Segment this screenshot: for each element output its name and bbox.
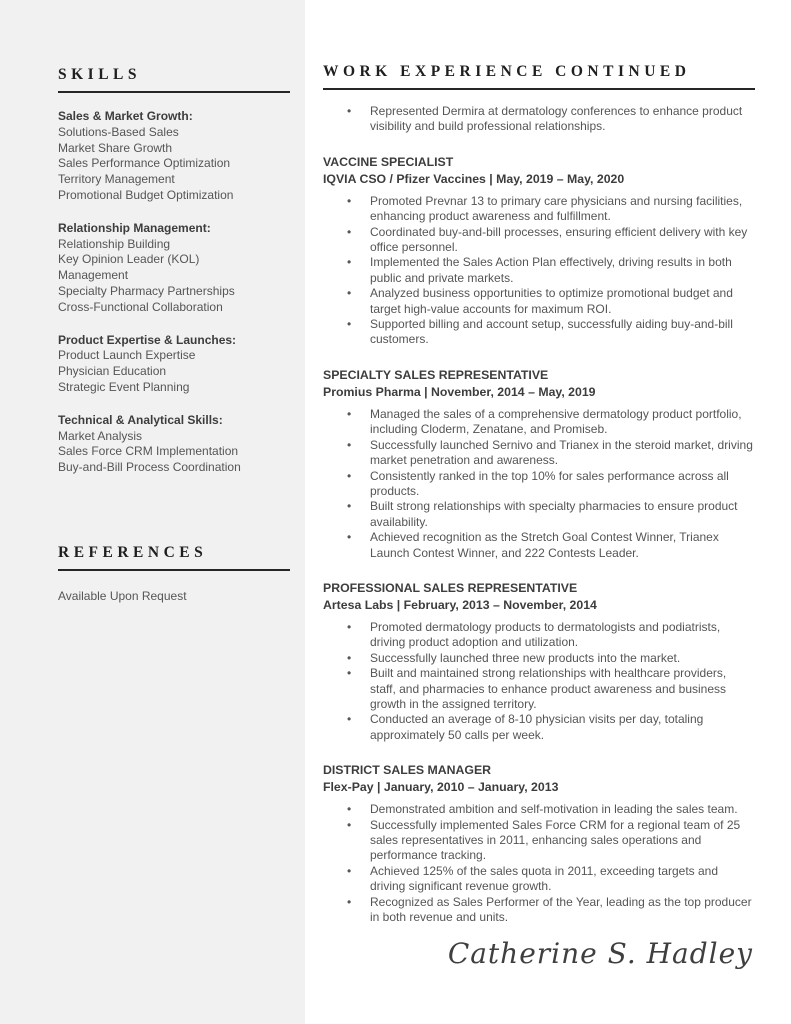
skill-list xyxy=(58,348,266,395)
bullet-item: • Supported billing and account setup, successfully aiding buy-and-bill customers. xyxy=(323,317,755,348)
bullet-item: Promotional Budget Optimization xyxy=(58,187,234,202)
references-section xyxy=(58,544,290,605)
bullet-item: Market Share Growth xyxy=(58,140,173,155)
job-title: PROFESSIONAL SALES REPRESENTATIVE xyxy=(323,580,578,595)
job-entry-vaccine-specialist xyxy=(323,154,755,348)
bullet-item: Physician Education xyxy=(58,364,167,379)
bullet-item: Relationship Building xyxy=(58,236,171,251)
bullet-item: • Analyzed business opportunities to optimize promotional budget and target high-value accounts for maximum ROI. xyxy=(323,286,755,317)
skills-section xyxy=(58,66,290,476)
bullet-item: • Represented Dermira at dermatology conferences to enhance product visibility and build professional relationships. xyxy=(323,104,755,135)
bullet-item: Sales Force CRM Implementation xyxy=(58,444,239,459)
bullet-item: • Achieved 125% of the sales quota in 2011, exceeding targets and driving significant revenue growth. xyxy=(323,864,755,895)
skill-group-title: Technical & Analytical Skills: xyxy=(58,412,223,427)
bullet-item: • Coordinated buy-and-bill processes, ensuring efficient delivery with key office personnel. xyxy=(323,225,755,256)
job-title: VACCINE SPECIALIST xyxy=(323,154,454,169)
bullet-item: Key Opinion Leader (KOL) Management xyxy=(58,252,200,283)
skill-group-title: Product Expertise & Launches: xyxy=(58,332,237,347)
bullet-item: • Built and maintained strong relationships with healthcare providers, staff, and pharmacies to enhance product awareness and business growth in the assigned territory. xyxy=(323,666,755,712)
skill-group xyxy=(58,109,290,204)
bullet-item: • Successfully implemented Sales Force CRM for a regional team of 25 sales representatives in 2011, enhancing sales operations and performance tracking. xyxy=(323,818,755,864)
job-title: DISTRICT SALES MANAGER xyxy=(323,763,492,778)
references-text: Available Upon Request xyxy=(58,588,187,603)
skill-group xyxy=(58,413,290,476)
job-company-dates: Promius Pharma | November, 2014 – May, 2019 xyxy=(323,384,596,399)
bullet-item: Territory Management xyxy=(58,172,175,187)
job-company-dates: Artesa Labs | February, 2013 – November, 2014 xyxy=(323,597,597,612)
references-heading: REFERENCES xyxy=(58,544,290,571)
job-bullet-list xyxy=(323,802,755,925)
work-experience-heading: WORK EXPERIENCE CONTINUED xyxy=(323,63,755,90)
skill-group-title: Relationship Management: xyxy=(58,220,211,235)
bullet-item: • Achieved recognition as the Stretch Goal Contest Winner, Trianex Launch Contest Winner, and 222 Contests Leader. xyxy=(323,530,755,561)
bullet-item: • Built strong relationships with specialty pharmacies to ensure product availability. xyxy=(323,499,755,530)
bullet-item: Cross-Functional Collaboration xyxy=(58,299,223,314)
bullet-item: • Implemented the Sales Action Plan effectively, driving results in both public and private markets. xyxy=(323,255,755,286)
bullet-item: Solutions-Based Sales xyxy=(58,124,179,139)
job-entry-professional-sales-representative xyxy=(323,580,755,743)
job-bullet-list xyxy=(323,194,755,348)
bullet-item: • Demonstrated ambition and self-motivation in leading the sales team. xyxy=(323,802,755,817)
skill-list xyxy=(58,237,266,316)
bullet-item: Buy-and-Bill Process Coordination xyxy=(58,460,241,475)
skill-group xyxy=(58,333,290,396)
job-entry-specialty-sales-representative xyxy=(323,367,755,561)
job-bullet-list xyxy=(323,620,755,743)
job-title: SPECIALTY SALES REPRESENTATIVE xyxy=(323,367,549,382)
intro-bullet-list xyxy=(323,104,755,135)
job-company-dates: IQVIA CSO / Pfizer Vaccines | May, 2019 – May, 2020 xyxy=(323,171,625,186)
bullet-item: • Conducted an average of 8-10 physician visits per day, totaling approximately 50 calls per week. xyxy=(323,712,755,743)
bullet-item: Market Analysis xyxy=(58,428,143,443)
work-experience-column xyxy=(323,0,755,970)
skills-heading: SKILLS xyxy=(58,66,290,93)
skill-list xyxy=(58,429,266,476)
skill-group-title: Sales & Market Growth: xyxy=(58,109,193,123)
bullet-item: Specialty Pharmacy Partnerships xyxy=(58,283,235,298)
bullet-item: • Recognized as Sales Performer of the Year, leading as the top producer in both revenue and units. xyxy=(323,895,755,926)
signature: Catherine S. Hadley xyxy=(447,937,753,971)
bullet-item: Strategic Event Planning xyxy=(58,379,190,394)
bullet-item: Product Launch Expertise xyxy=(58,348,196,363)
sidebar xyxy=(0,0,305,1024)
bullet-item: • Promoted Prevnar 13 to primary care physicians and nursing facilities, enhancing product awareness and fulfillment. xyxy=(323,194,755,225)
job-entry-district-sales-manager xyxy=(323,762,755,925)
skill-group xyxy=(58,221,290,316)
job-company-dates: Flex-Pay | January, 2010 – January, 2013 xyxy=(323,780,559,795)
bullet-item: • Consistently ranked in the top 10% for sales performance across all products. xyxy=(323,469,755,500)
bullet-item: Sales Performance Optimization xyxy=(58,156,231,171)
bullet-item: • Successfully launched three new products into the market. xyxy=(323,651,755,666)
skill-list xyxy=(58,125,266,204)
bullet-item: • Successfully launched Sernivo and Trianex in the steroid market, driving market penetration and awareness. xyxy=(323,438,755,469)
bullet-item: • Promoted dermatology products to dermatologists and podiatrists, driving product adoption and utilization. xyxy=(323,620,755,651)
job-bullet-list xyxy=(323,407,755,561)
bullet-item: • Managed the sales of a comprehensive dermatology product portfolio, including Cloderm, Zenatane, and Promiseb. xyxy=(323,407,755,438)
